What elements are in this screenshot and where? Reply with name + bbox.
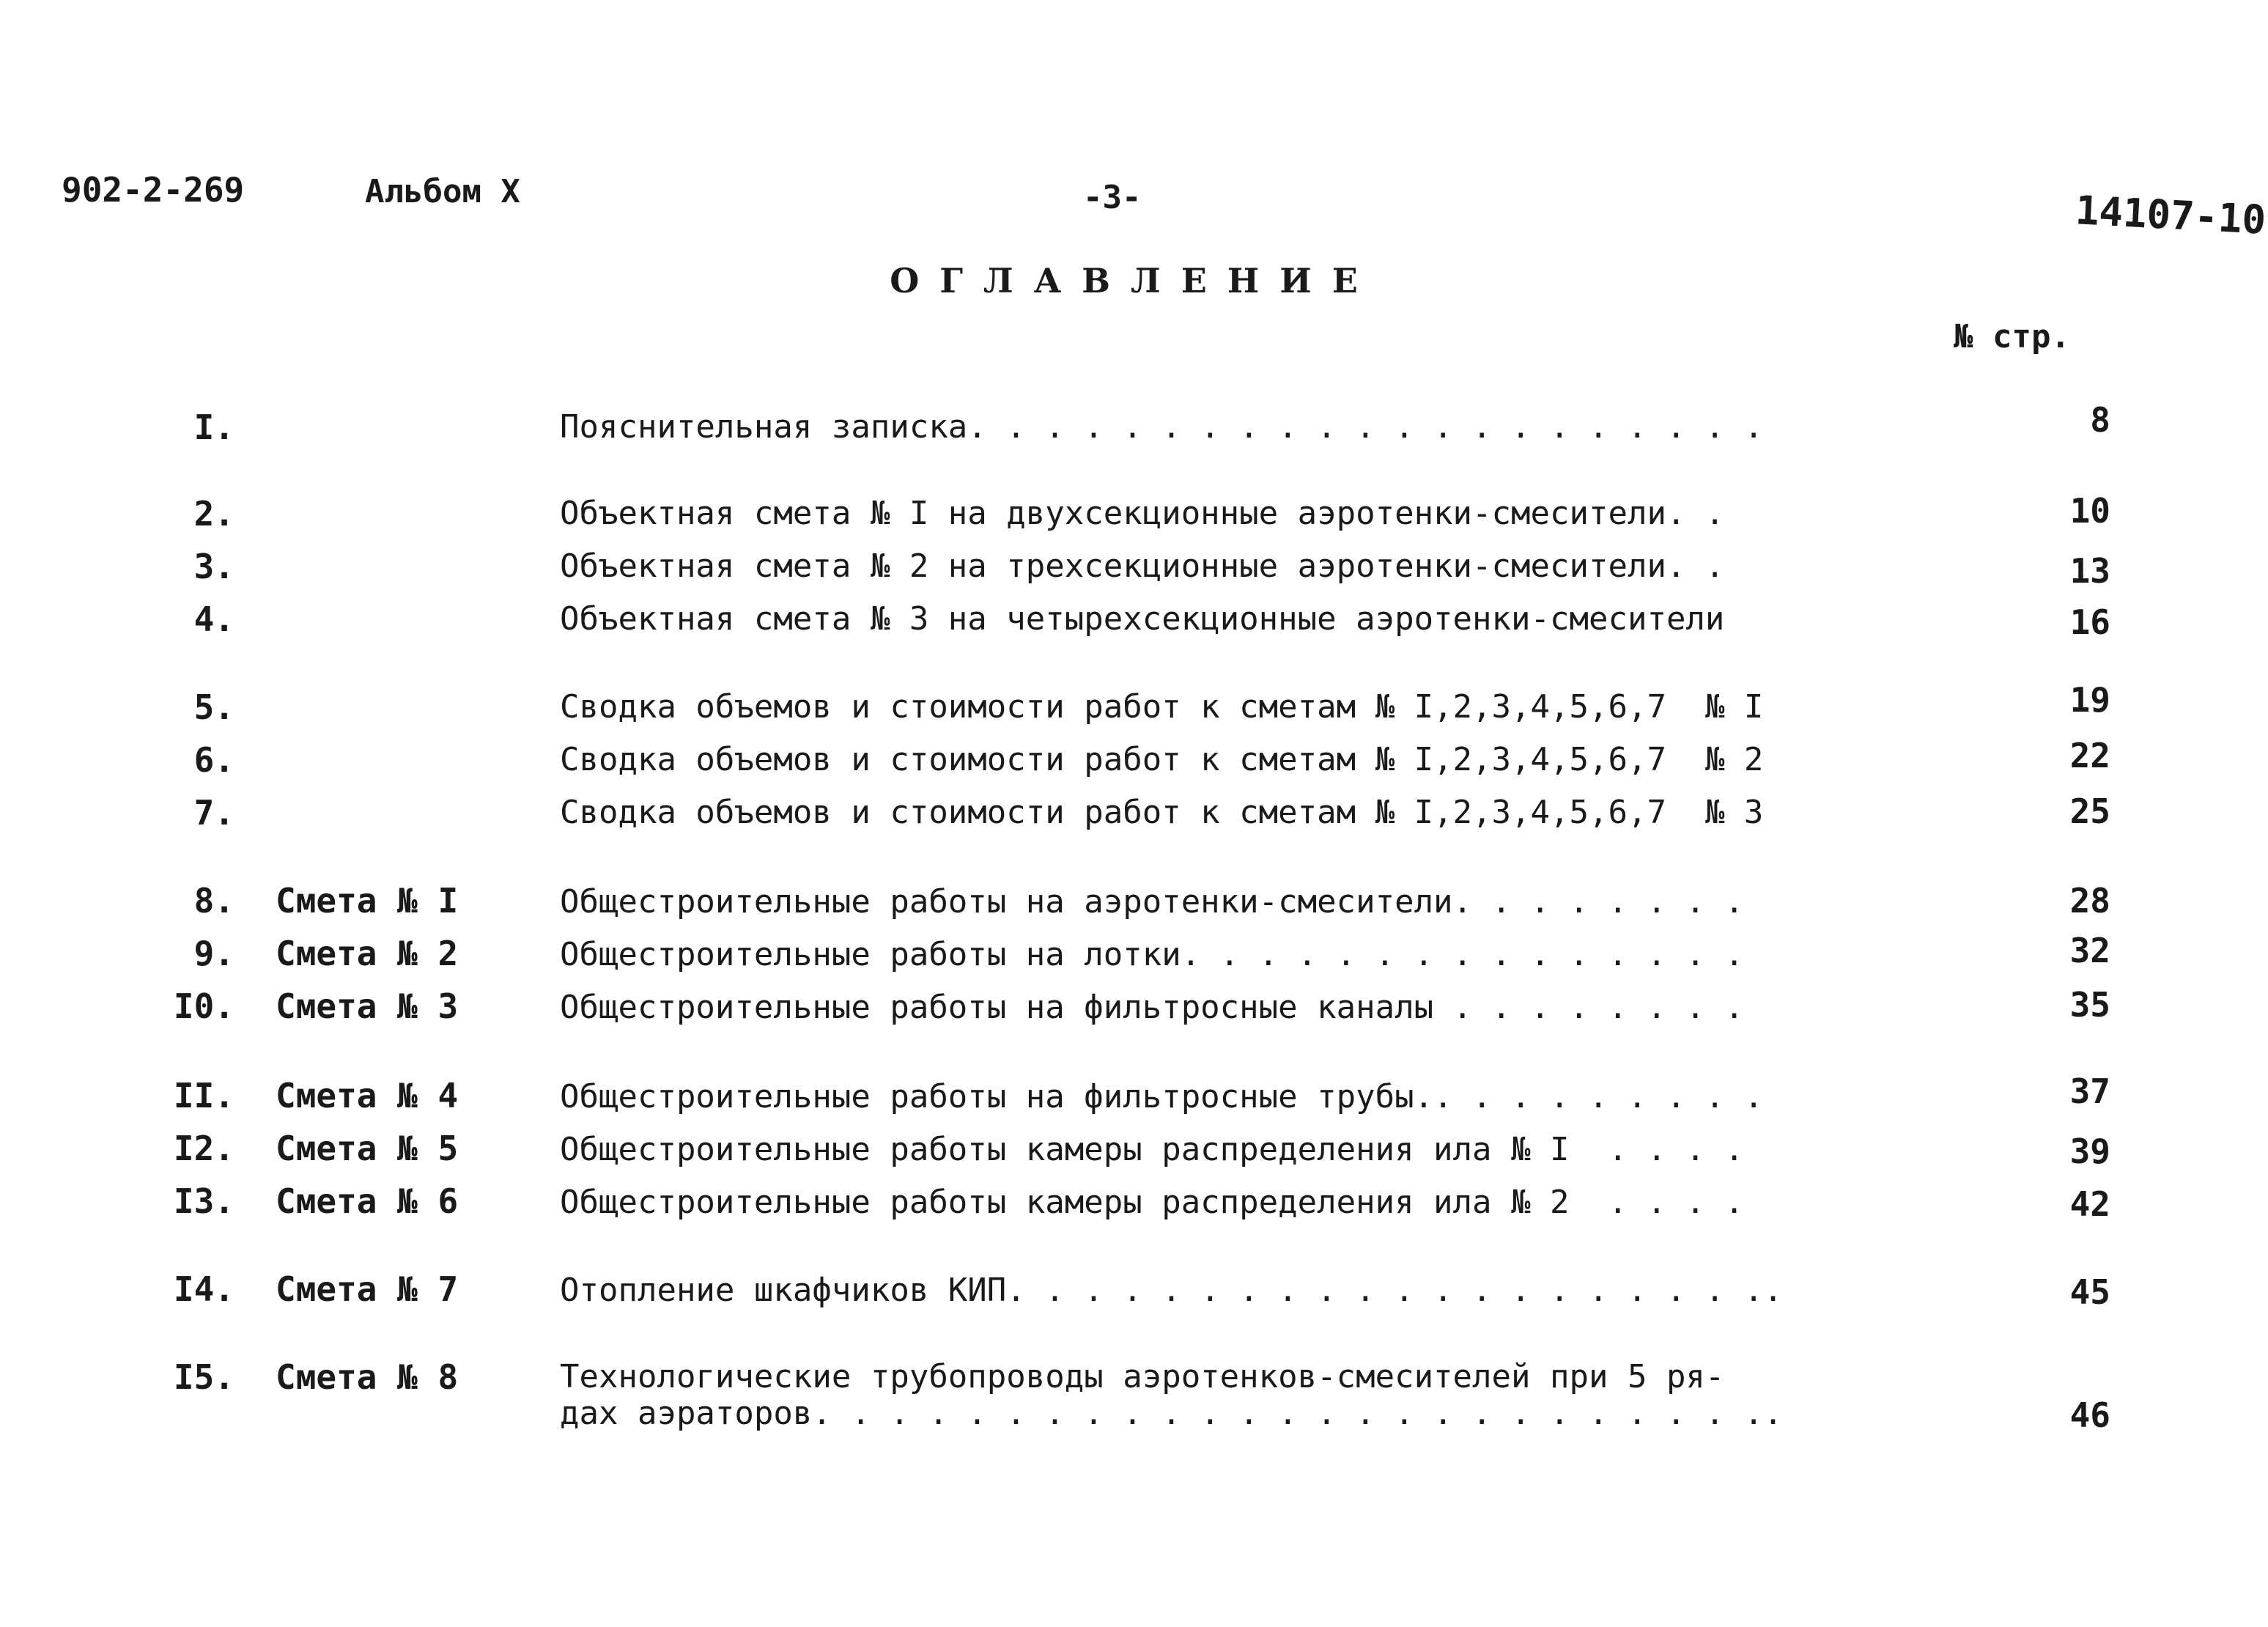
entry-number: I3. bbox=[173, 1181, 234, 1221]
entry-page: 25 bbox=[2069, 792, 2110, 831]
entry-estimate: Смета № 2 bbox=[276, 934, 459, 973]
entry-page: 32 bbox=[2069, 931, 2110, 970]
entry-number: I5. bbox=[173, 1357, 234, 1397]
entry-estimate: Смета № 4 bbox=[276, 1076, 459, 1115]
entry-number: 4. bbox=[193, 599, 234, 639]
entry-text: Общестроительные работы на фильтросные каналы . . . . . . . . bbox=[560, 989, 1744, 1026]
entry-text: Технологические трубопроводы аэротенков-смесителей при 5 ря- bbox=[560, 1358, 1725, 1395]
entry-text: Сводка объемов и стоимости работ к сметам № I,2,3,4,5,6,7 № 3 bbox=[560, 794, 1764, 831]
page-column-header: № стр. bbox=[1954, 318, 2070, 355]
entry-number: II. bbox=[173, 1076, 234, 1115]
entry-number: I. bbox=[193, 407, 234, 447]
entry-page: 13 bbox=[2069, 551, 2110, 591]
entry-estimate: Смета № 7 bbox=[276, 1269, 459, 1309]
entry-text: Общестроительные работы на фильтросные трубы.. . . . . . . . . bbox=[560, 1078, 1764, 1115]
entry-text: Объектная смета № 3 на четырехсекционные аэротенки-смесители bbox=[560, 600, 1725, 638]
page-title: ОГЛАВЛЕНИЕ bbox=[890, 261, 1378, 300]
entry-text: Объектная смета № 2 на трехсекционные аэротенки-смесители. . bbox=[560, 547, 1725, 585]
entry-number: 5. bbox=[193, 687, 234, 727]
entry-estimate: Смета № 6 bbox=[276, 1181, 459, 1221]
inventory-stamp: 14107-10 bbox=[2074, 187, 2267, 243]
entry-number: 7. bbox=[193, 793, 234, 833]
page-number: -3- bbox=[1083, 179, 1142, 216]
entry-text: Общестроительные работы камеры распределения ила № I . . . . bbox=[560, 1131, 1744, 1168]
entry-page: 19 bbox=[2069, 680, 2110, 720]
entry-page: 37 bbox=[2069, 1071, 2110, 1111]
document-code: 902-2-269 bbox=[62, 170, 245, 210]
entry-estimate: Смета № 3 bbox=[276, 986, 459, 1026]
entry-number: 3. bbox=[193, 547, 234, 586]
entry-number: 6. bbox=[193, 740, 234, 780]
entry-number: I2. bbox=[173, 1129, 234, 1168]
entry-page: 42 bbox=[2069, 1184, 2110, 1224]
entry-text: Пояснительная записка. . . . . . . . . . . . . . . . . . . . . bbox=[560, 408, 1764, 446]
entry-number: I0. bbox=[173, 986, 234, 1026]
entry-text-continuation: дах аэраторов. . . . . . . . . . . . . . . . . . . . . . . . .. bbox=[560, 1395, 1783, 1432]
entry-number: 8. bbox=[193, 881, 234, 921]
entry-page: 10 bbox=[2069, 491, 2110, 531]
entry-page: 39 bbox=[2069, 1132, 2110, 1171]
entry-text: Объектная смета № I на двухсекционные аэротенки-смесители. . bbox=[560, 495, 1725, 532]
entry-page: 16 bbox=[2069, 602, 2110, 642]
entry-page: 22 bbox=[2069, 736, 2110, 775]
entry-page: 28 bbox=[2069, 881, 2110, 921]
entry-text: Сводка объемов и стоимости работ к сметам № I,2,3,4,5,6,7 № 2 bbox=[560, 741, 1764, 778]
entry-estimate: Смета № I bbox=[276, 881, 459, 921]
entry-text: Общестроительные работы на аэротенки-смесители. . . . . . . . bbox=[560, 883, 1744, 921]
entry-number: 2. bbox=[193, 494, 234, 534]
entry-page: 46 bbox=[2069, 1395, 2110, 1435]
entry-text: Сводка объемов и стоимости работ к сметам № I,2,3,4,5,6,7 № I bbox=[560, 688, 1764, 726]
entry-text: Отопление шкафчиков КИП. . . . . . . . . . . . . . . . . . . .. bbox=[560, 1272, 1783, 1309]
entry-text: Общестроительные работы на лотки. . . . . . . . . . . . . . . bbox=[560, 936, 1744, 973]
entry-number: I4. bbox=[173, 1269, 234, 1309]
entry-page: 8 bbox=[2090, 400, 2110, 440]
entry-page: 45 bbox=[2069, 1272, 2110, 1312]
album-label: Альбом X bbox=[365, 173, 520, 210]
entry-estimate: Смета № 5 bbox=[276, 1129, 459, 1168]
entry-estimate: Смета № 8 bbox=[276, 1357, 459, 1397]
entry-text: Общестроительные работы камеры распределения ила № 2 . . . . bbox=[560, 1184, 1744, 1221]
entry-page: 35 bbox=[2069, 985, 2110, 1025]
entry-number: 9. bbox=[193, 934, 234, 973]
